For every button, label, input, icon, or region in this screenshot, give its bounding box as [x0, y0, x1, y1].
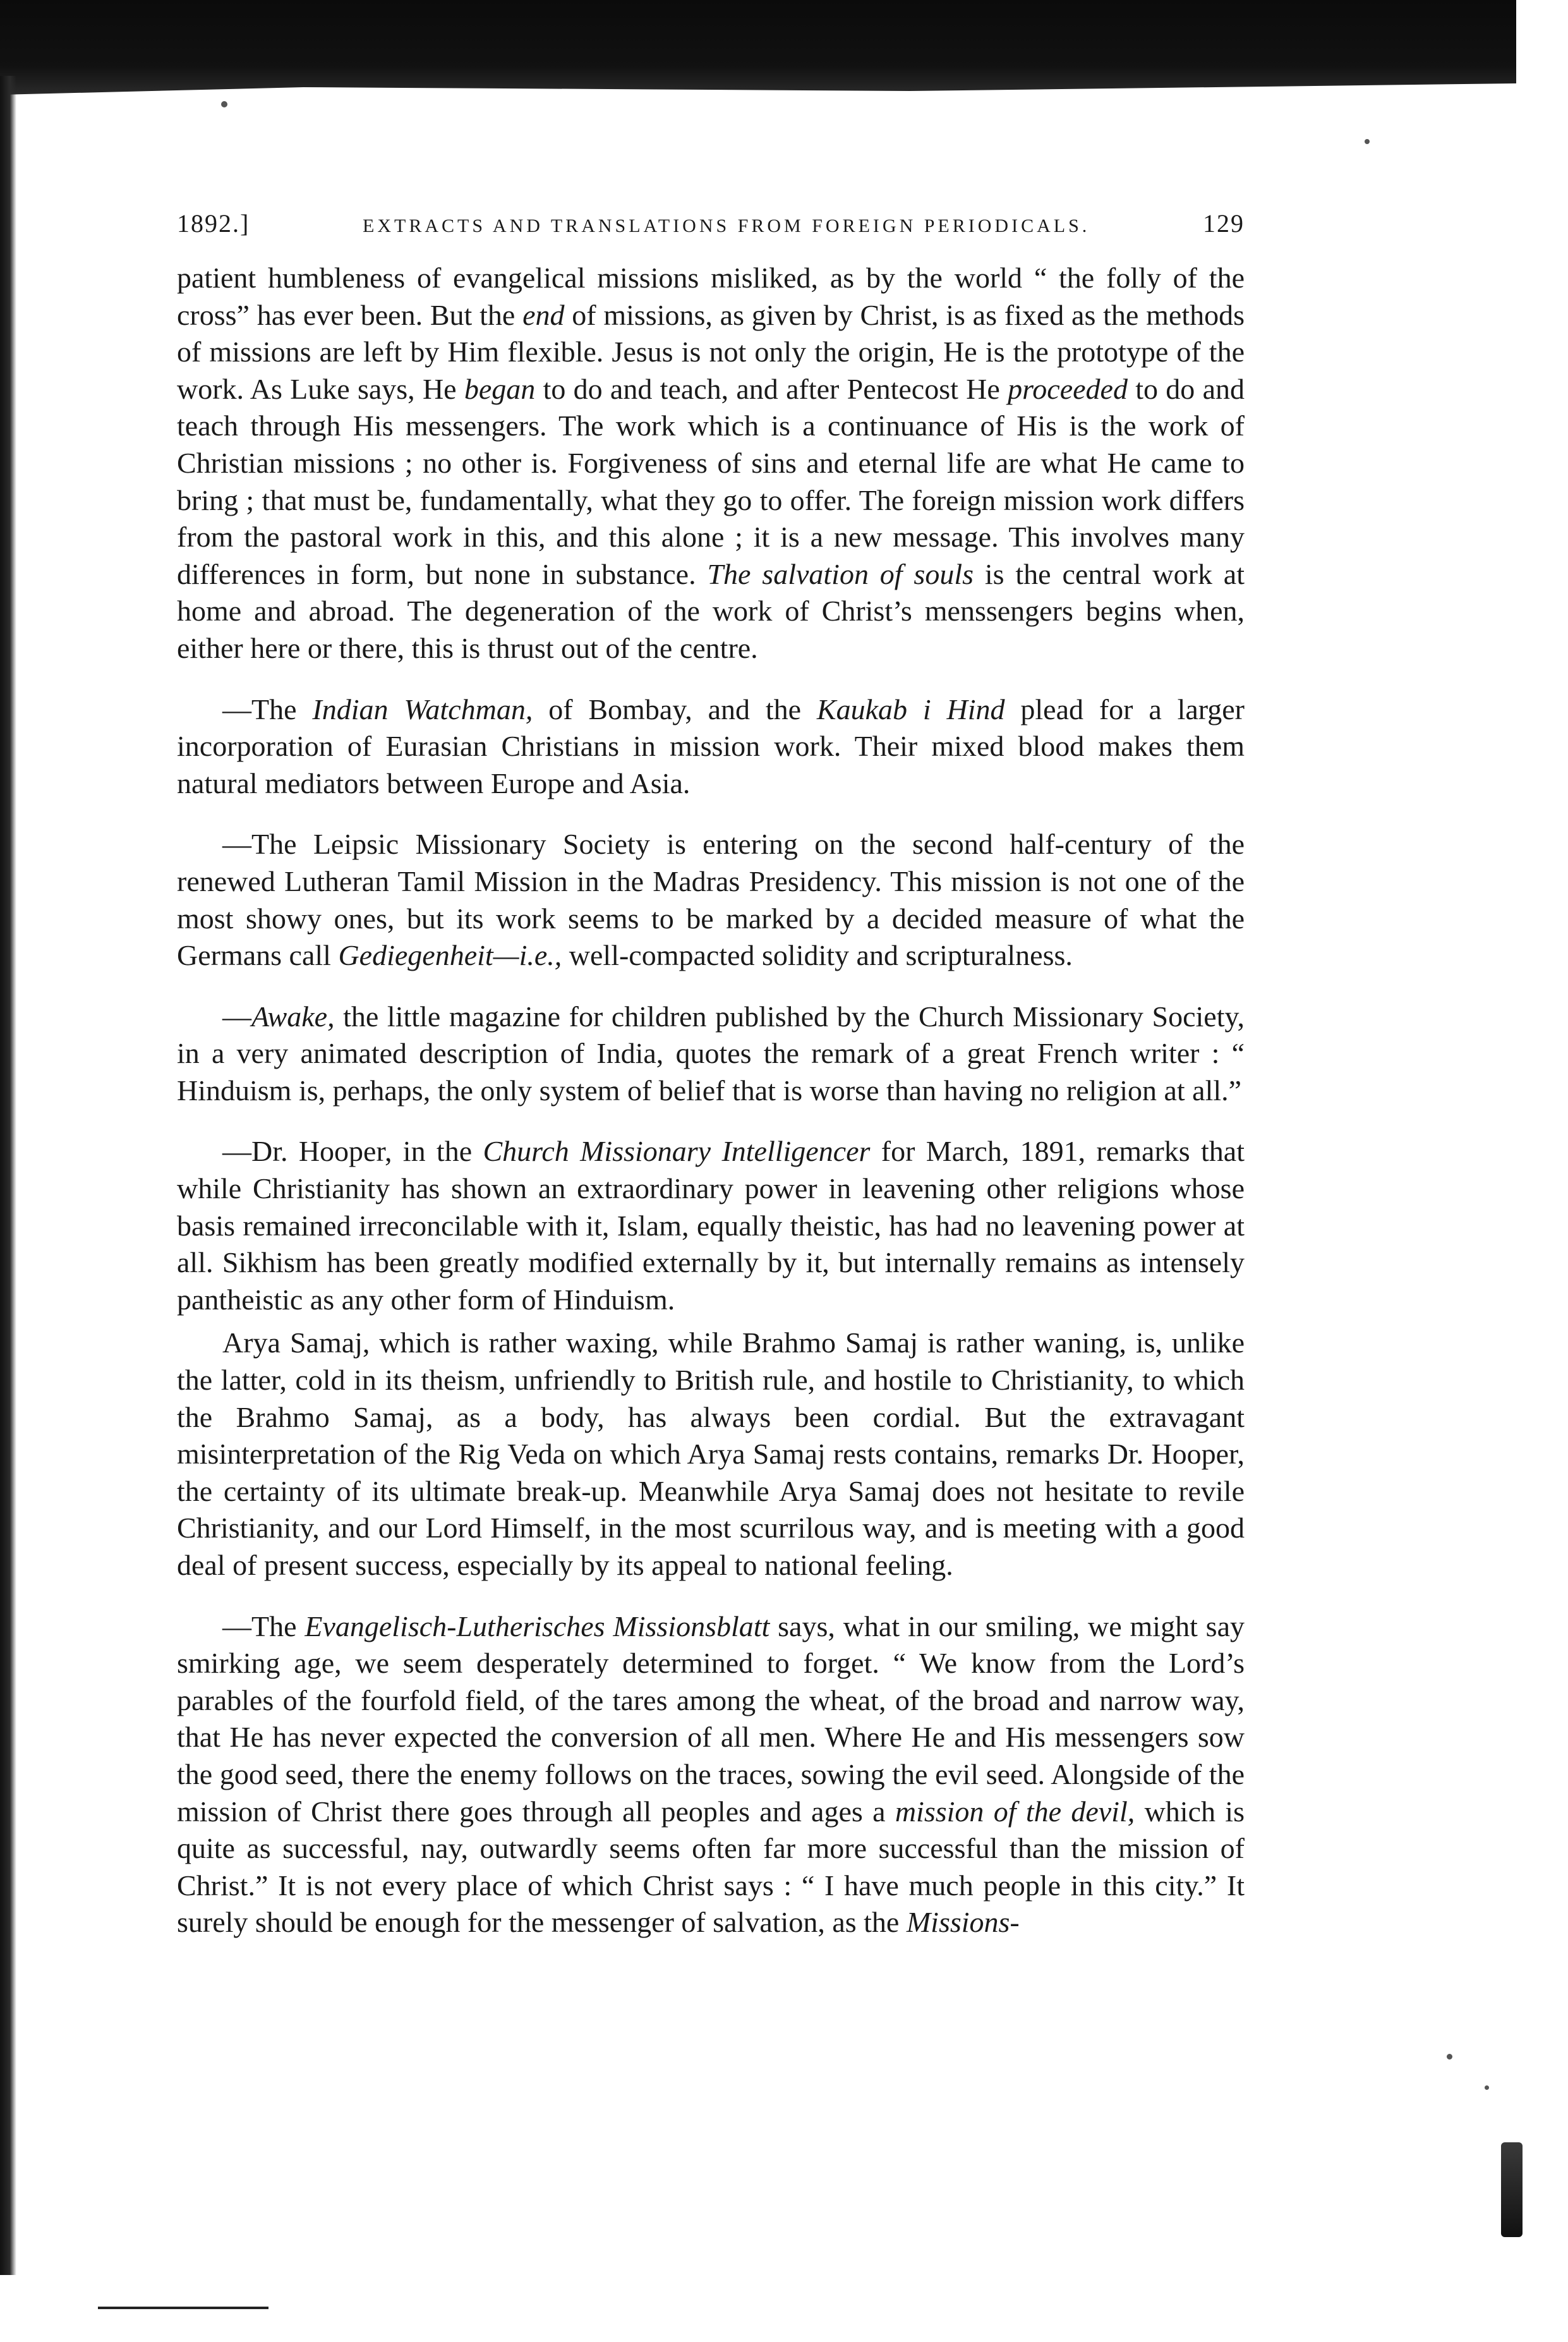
text-run: is the central work at home and abroad. The degeneration of the work of Christ’s menssengers begins when, either here or there, this is thrust out of the centre. — [177, 557, 1245, 664]
paragraph — [177, 1325, 1245, 1584]
italic-run: Awake, — [251, 1000, 335, 1033]
scan-edge-mark — [1501, 2142, 1523, 2237]
paragraph — [177, 1133, 1245, 1318]
italic-run: Church Missionary Intelligencer — [483, 1135, 871, 1168]
paragraph — [177, 260, 1245, 667]
italic-run: Kaukab i Hind — [816, 693, 1005, 725]
paragraph — [177, 691, 1245, 803]
paragraph — [177, 1608, 1245, 1941]
page-number: 129 — [1202, 209, 1245, 238]
text-run: says, what in our smiling, we might say smirking age, we seem desperately determined to forget. “ We know from the Lord’s parables of the fourfold field, of the tares among the wheat, of the broad and narrow way, that He has never expected the conversion of all men. Where He and His messengers sow the good seed, there the enemy follows on the traces, sowing the evil seed. Alongside of the mission of Christ there goes through all peoples and ages a — [177, 1610, 1245, 1828]
running-header — [177, 209, 1245, 238]
scan-top-border — [0, 0, 1516, 95]
italic-run: The salvation of souls — [707, 557, 974, 590]
italic-run: began — [464, 372, 536, 405]
scan-speck — [221, 101, 227, 107]
text-run: the little magazine for children published by the Church Missionary Society, in a very animated description of India, quotes the remark of a great French writer : “ Hinduism is, perhaps, the only system of belief that is worse than having no religion at all.” — [177, 1000, 1245, 1107]
text-run: —Dr. Hooper, in the — [222, 1135, 483, 1168]
text-run: well-compacted solidity and scripturalness. — [562, 939, 1073, 972]
text-run: of Bombay, and the — [533, 693, 817, 725]
header-year: 1892.] — [177, 209, 250, 238]
header-title: EXTRACTS AND TRANSLATIONS FROM FOREIGN PERIODICALS. — [363, 215, 1090, 236]
scan-speck — [1485, 2085, 1489, 2090]
italic-run: mission of the devil, — [895, 1795, 1135, 1828]
text-run: —The — [222, 1610, 305, 1642]
italic-run: Indian Watchman, — [312, 693, 533, 725]
scan-speck — [1365, 139, 1370, 144]
text-run: to do and teach, and after Pentecost He — [535, 372, 1008, 405]
italic-run: proceeded — [1008, 372, 1128, 405]
text-run: plead for a larger incorporation of Eurasian Christians in mission work. Their mixed blood makes them natural mediators between Europe and Asia. — [177, 693, 1245, 799]
italic-run: Evangelisch-Lutherisches Missionsblatt — [305, 1610, 770, 1642]
italic-run: Gediegenheit—i.e., — [338, 939, 562, 972]
scan-left-border — [0, 76, 16, 2275]
italic-run: end — [522, 298, 565, 331]
text-run: — — [222, 1000, 251, 1033]
paragraph — [177, 826, 1245, 974]
text-run: of missions, as given by Christ, is as fixed as the methods of missions are left by Him flexible. Jesus is not only the origin, He is the prototype of the work. As Luke says, He — [177, 298, 1245, 405]
italic-run: Missions- — [906, 1906, 1020, 1939]
text-run: patient humbleness of evangelical missions misliked, as by the world “ the folly of the cross” has ever been. But the — [177, 262, 1245, 331]
text-run: Arya Samaj, which is rather waxing, while Brahmo Samaj is rather waning, is, unlike the latter, cold in its theism, unfriendly to British rule, and hostile to Christianity, to which the Brahmo Samaj, as a body, has always been cordial. But the extravagant misinterpretation of the Rig Veda on which Arya Samaj rests contains, remarks Dr. Hooper, the certainty of its ultimate break-up. Meanwhile Arya Samaj does not hesitate to revile Christianity, and our Lord Himself, in the most scurrilous way, and is meeting with a good deal of present success, especially by its appeal to national feeling. — [177, 1326, 1245, 1581]
text-run: to do and teach through His messengers. The work which is a continuance of His is the work of Christian missions ; no other is. Forgiveness of sins and eternal life are what He came to bring ; that must be, fundamentally, what they go to offer. The foreign mission work differs from the pastoral work in this, and this alone ; it is a new message. This involves many differences in form, but none in substance. — [177, 372, 1245, 590]
text-run: for March, 1891, remarks that while Christianity has shown an extraordinary power in leavening other religions whose basis remained irreconcilable with it, Islam, equally theistic, has had no leavening power at all. Sikhism has been greatly modified externally by it, but internally remains as intensely pantheistic as any other form of Hinduism. — [177, 1135, 1245, 1316]
footer-rule — [98, 2307, 268, 2309]
paragraph — [177, 998, 1245, 1110]
body-text — [177, 260, 1245, 1941]
document-page — [177, 209, 1245, 2294]
text-run: —The — [222, 693, 313, 725]
scan-speck — [1447, 2054, 1452, 2060]
text-run: —The Leipsic Missionary Society is entering on the second half-century of the renewed Lutheran Tamil Mission in the Madras Presidency. This mission is not one of the most showy ones, but its work seems to be marked by a decided measure of what the Germans call — [177, 828, 1245, 972]
text-run: which is quite as successful, nay, outwardly seems often far more successful than the mission of Christ.” It is not every place of which Christ says : “ I have much people in this city.” It surely should be enough for the messenger of salvation, as the — [177, 1795, 1245, 1939]
